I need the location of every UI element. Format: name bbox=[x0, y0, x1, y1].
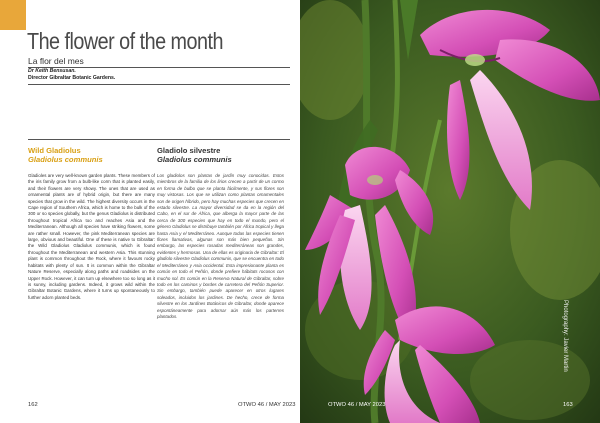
author-name: Dr Keith Bensusan. bbox=[28, 68, 76, 74]
article-subtitle: La flor del mes bbox=[28, 56, 84, 66]
spanish-heading-common: Gladiolo silvestre bbox=[157, 146, 221, 155]
spanish-heading bbox=[157, 146, 232, 164]
article-title: The flower of the month bbox=[27, 28, 223, 54]
english-body-text: Gladioles are very well-known garden plants. These members of the iris family grow from a bulb-like corm that is planted easily, and their flowers are very showy. The ones that are used as ornamental plants are of hybrid origin, but there are many species that grow in the wild. The highest diversity occurs in the Cape region of Southern Africa, which is home to the bulk of the 300 or so species globally, but the genus Gladiolus is distributed throughout tropical Africa too and reaches Asia and the Mediterranean. Although all species have striking flowers, some are rather small. However, the pink Mediterranean species are large, obvious and beautiful. One of these is native to Gibraltar: the Wild Gladiolus Gladiolus communis, which is found throughout the Mediterranean and western Asia. This stunning plant is common throughout the Rock, where it favours rocky habitats with plenty of sun. It is common within the Gibraltar Nature Reserve, especially along paths and roadsides on the Upper Rock. However, it can turn up elsewhere too so long as it is sunny, including gardens. Indeed, it grows wild within the Gibraltar Botanic Gardens, where it turns up spontaneously to further adorn planted beds. bbox=[28, 173, 155, 300]
gladiolus-photo bbox=[300, 0, 600, 423]
right-page-number: 163 bbox=[563, 402, 573, 408]
right-magazine-issue: OTWO 46 / MAY 2023 bbox=[328, 402, 386, 408]
spanish-body-text: Los gladiolos son plantas de jardín muy conocidas. Estos miembros de la familia de los lirios crecen a partir de un cormo en forma de bulbo que se planta fácilmente, y sus flores son muy vistosas. Los que se utilizan como plantas ornamentales son de origen híbrido, pero hay muchas especies que crecen en estado silvestre. La mayor diversidad se da en la región del Cabo, en el sur de África, que alberga la mayor parte de las cerca de 300 especies que hay en todo el mundo, pero el género Gladiolus se distribuye también por África tropical y llega hasta Asia y el Mediterráneo. Aunque todas las especies tienen flores llamativas, algunas son más bien pequeñas. Sin embargo, las especies rosadas mediterráneas son grandes, evidentes y hermosas. Una de ellas es originaria de Gibraltar: El gladiolo silvestre Gladiolus communis, que se encuentra en todo el Mediterráneo y Asia occidental. Esta impresionante planta es común en todo el Peñón, donde prefiere hábitats rocosos con mucho sol. Es común en la Reserva Natural de Gibraltar, sobre todo en los caminos y bordes de carretera del Peñón Superior. Sin embargo, también puede aparecer en otros lugares soleados, incluidos los jardines. De hecho, crece de forma silvestre en los Jardines Botánicos de Gibraltar, donde aparece espontáneamente para adornar aún más los parterres plantados. bbox=[157, 173, 284, 319]
english-heading-common: Wild Gladiolus bbox=[28, 146, 81, 155]
english-heading-latin: Gladiolus communis bbox=[28, 155, 103, 164]
right-page-photo bbox=[300, 0, 600, 423]
spanish-heading-latin: Gladiolus communis bbox=[157, 155, 232, 164]
english-heading bbox=[28, 146, 103, 164]
divider-rule bbox=[28, 139, 290, 140]
left-page-number: 162 bbox=[28, 402, 38, 408]
photo-credit: Photography: Javier Martin bbox=[562, 300, 568, 372]
accent-tab bbox=[0, 0, 26, 30]
author-role: Director Gibraltar Botanic Gardens. bbox=[28, 75, 116, 81]
left-magazine-issue: OTWO 46 / MAY 2023 bbox=[238, 402, 296, 408]
divider-rule bbox=[28, 84, 290, 85]
